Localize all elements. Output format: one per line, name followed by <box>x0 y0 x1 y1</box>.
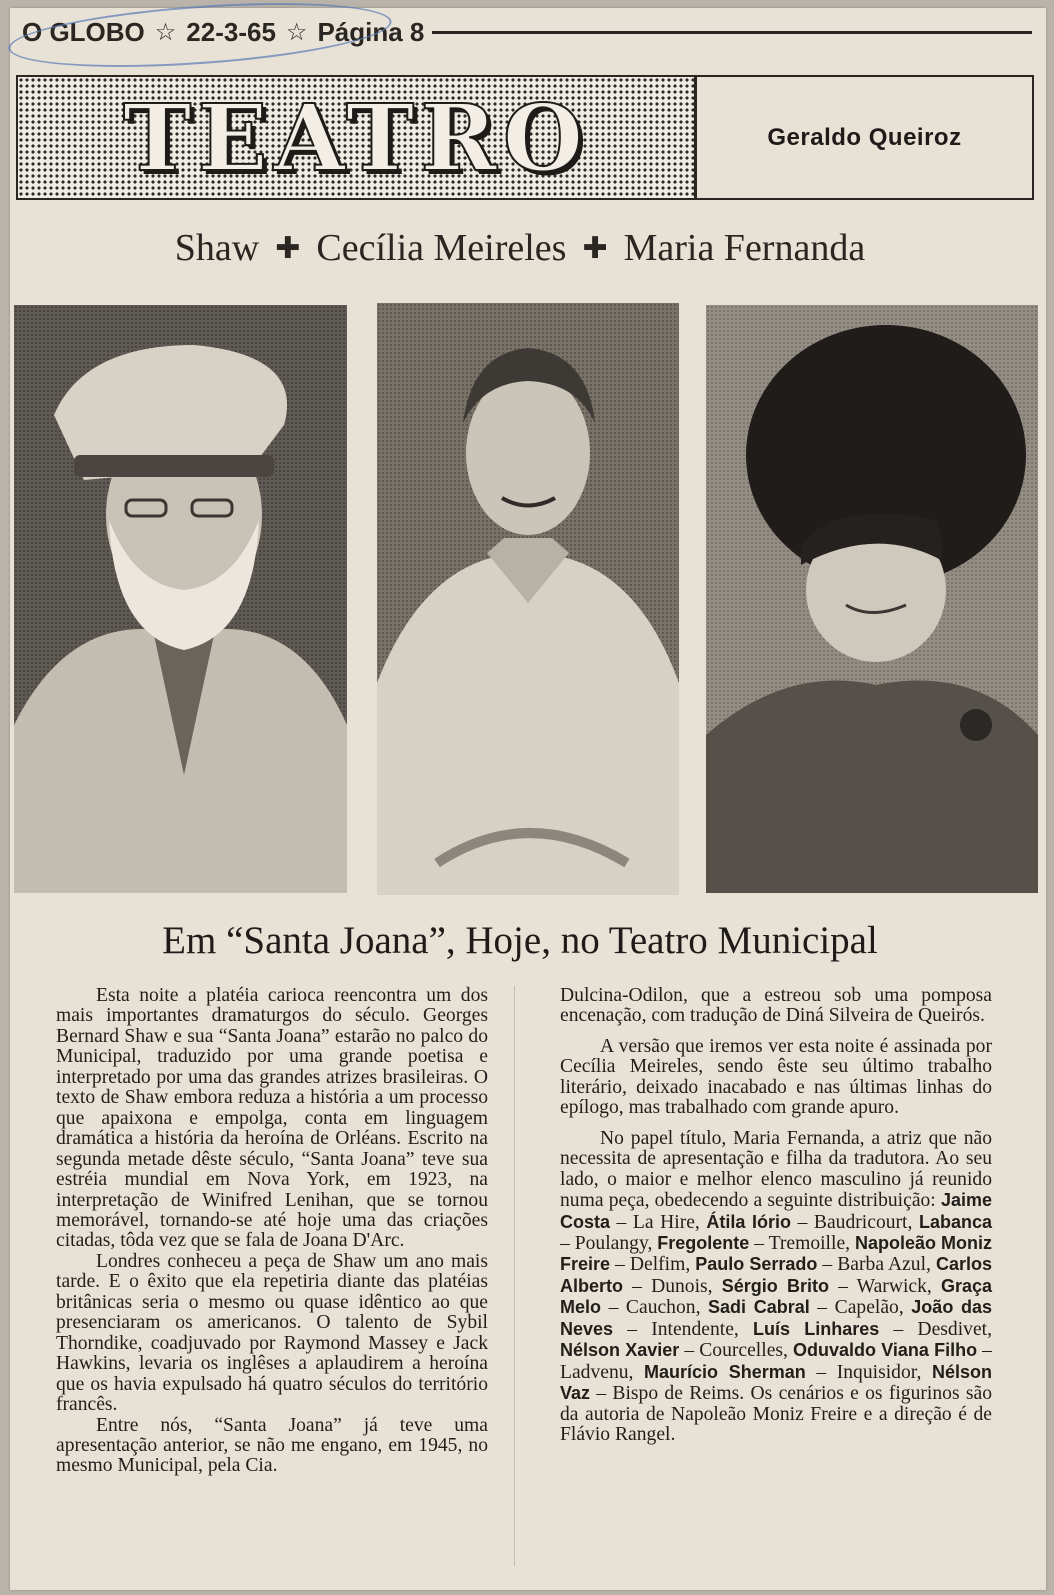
paragraph: Esta noite a platéia carioca reencontra um dos mais importantes dramaturgos do século. Georges Bernard Shaw e sua “Santa Joana” estarão no palco do Municipal, traduzido por uma grande poetisa e interpretado por uma das grandes atrizes brasileiras. O texto de Shaw embora reduza a história a um processo que apaixona e empolga, conta em linguagem dramática a história da heroína de Orléans. Escrito na segunda metade dêste século, “Santa Joana” teve sua estréia mundial em Nova York, em 1923, na interpretação de Winifred Lenihan, que se tornou memorável, tornando-se até hoje uma das criações citadas, tôda vez que se fala de Joana D'Arc. <box>56 985 488 1252</box>
star-icon: ☆ <box>285 18 308 46</box>
masthead <box>22 14 1032 50</box>
cast-role: – Capelão, <box>809 1297 912 1319</box>
cast-actor: Carlos Alberto <box>560 1254 992 1296</box>
cast-actor: Luís Linhares <box>752 1318 880 1339</box>
cast-role: – Ladvenu, <box>560 1340 992 1383</box>
section-banner <box>16 75 1034 200</box>
cast-actor: Sérgio Brito <box>721 1275 829 1296</box>
cast-role: – Delfim, <box>610 1254 696 1276</box>
cross-icon: ✚ <box>275 231 301 265</box>
cross-icon: ✚ <box>582 231 608 265</box>
banner-halftone <box>18 77 697 198</box>
cast-role: – Bispo de Reims. <box>590 1383 745 1405</box>
cast-role: – Cauchon, <box>601 1297 709 1319</box>
cast-role: – Poulangy, <box>560 1232 658 1254</box>
star-icon: ☆ <box>154 18 177 46</box>
cast-role: – Baudricourt, <box>791 1211 919 1233</box>
cast-role: – Barba Azul, <box>817 1254 936 1276</box>
header-rule <box>432 31 1032 34</box>
column-divider <box>514 986 515 1566</box>
byline: Geraldo Queiroz <box>767 123 962 151</box>
photo-cecilia-meireles <box>377 303 679 895</box>
name-maria-fernanda: Maria Fernanda <box>623 227 866 269</box>
cast-actor: Fregolente <box>657 1232 750 1253</box>
newspaper-name: O GLOBO <box>22 16 145 47</box>
cast-role: – Desdivet, <box>879 1318 992 1340</box>
article-column-right <box>560 986 992 1446</box>
issue-date: 22-3-65 <box>186 16 276 47</box>
name-shaw: Shaw <box>174 227 260 269</box>
subject-names <box>40 222 1000 274</box>
cast-role: – Intendente, <box>613 1318 753 1340</box>
paragraph: Londres conheceu a peça de Shaw um ano mais tarde. E o êxito que ela repetiria diante das platéias britânicas seria o mesmo ou quase idêntico ao que presenciaram os americanos. O talento de Sybil Thorndike, coadjuvado por Raymond Massey e Jack Hawkins, levaria os inglêses a aplaudirem a heroína que os havia expulsado há quatro séculos do território francês. <box>56 1250 488 1416</box>
closing-text: Os cenários e os figurinos são da autoria de Napoleão Moniz Freire e a direção é de Flávio Rangel. <box>560 1383 992 1446</box>
cast-list <box>560 1190 992 1404</box>
cast-role: – Courcelles, <box>679 1340 794 1362</box>
photo-strip <box>14 305 1038 905</box>
paragraph: Entre nós, “Santa Joana” já teve uma apresentação anterior, se não me engano, em 1945, no mesmo Municipal, pela Cia. <box>56 1414 488 1477</box>
article-headline: Em “Santa Joana”, Hoje, no Teatro Municipal <box>162 919 878 962</box>
cast-actor: Nélson Xavier <box>560 1340 680 1361</box>
photo-shaw <box>14 305 347 893</box>
cast-actor: Maurício Sherman <box>644 1361 806 1382</box>
paragraph: A versão que iremos ver esta noite é assinada por Cecília Meireles, sendo êste seu último trabalho literário, deixado inacabado e nas últimas linhas do epílogo, mas trabalhado com grande apuro. <box>560 1035 992 1119</box>
paragraph: Dulcina-Odilon, que a estreou sob uma pomposa encenação, com tradução de Diná Silveira de Queirós. <box>560 985 992 1027</box>
cast-paragraph <box>560 1129 992 1446</box>
cast-actor: Átila Iório <box>706 1211 792 1232</box>
article-column-left <box>56 986 488 1477</box>
cast-role: – Dunois, <box>623 1275 722 1297</box>
cast-role: – Inquisidor, <box>805 1361 932 1383</box>
photo-maria-fernanda <box>706 305 1038 893</box>
cast-role: – Tremoille, <box>749 1232 855 1254</box>
cast-role: – Warwick, <box>828 1275 941 1297</box>
cast-actor: Paulo Serrado <box>695 1254 818 1275</box>
page-number: Página 8 <box>317 16 425 47</box>
cast-actor: Graça Melo <box>560 1275 992 1318</box>
cast-actor: Oduvaldo Viana Filho <box>793 1340 978 1361</box>
cast-actor: Sadi Cabral <box>708 1297 810 1318</box>
section-title: TEATRO <box>123 83 589 192</box>
cast-actor: Jaime Costa <box>560 1190 992 1232</box>
cast-actor: Nélson Vaz <box>560 1361 992 1404</box>
cast-intro: No papel título, Maria Fernanda, a atriz que não necessita de apresentação e filha da tradutora. Ao seu lado, o maior e melhor elenco masculino já reunido numa peça, obedecendo a seguinte distribuição: <box>560 1127 992 1212</box>
cast-actor: João das Neves <box>560 1297 992 1339</box>
cast-role: – La Hire, <box>610 1211 707 1233</box>
name-cecilia-meireles: Cecília Meireles <box>316 227 567 269</box>
cast-actor: Labanca <box>918 1211 992 1232</box>
byline-box <box>697 77 1032 198</box>
cast-actor: Napoleão Moniz Freire <box>560 1232 992 1275</box>
